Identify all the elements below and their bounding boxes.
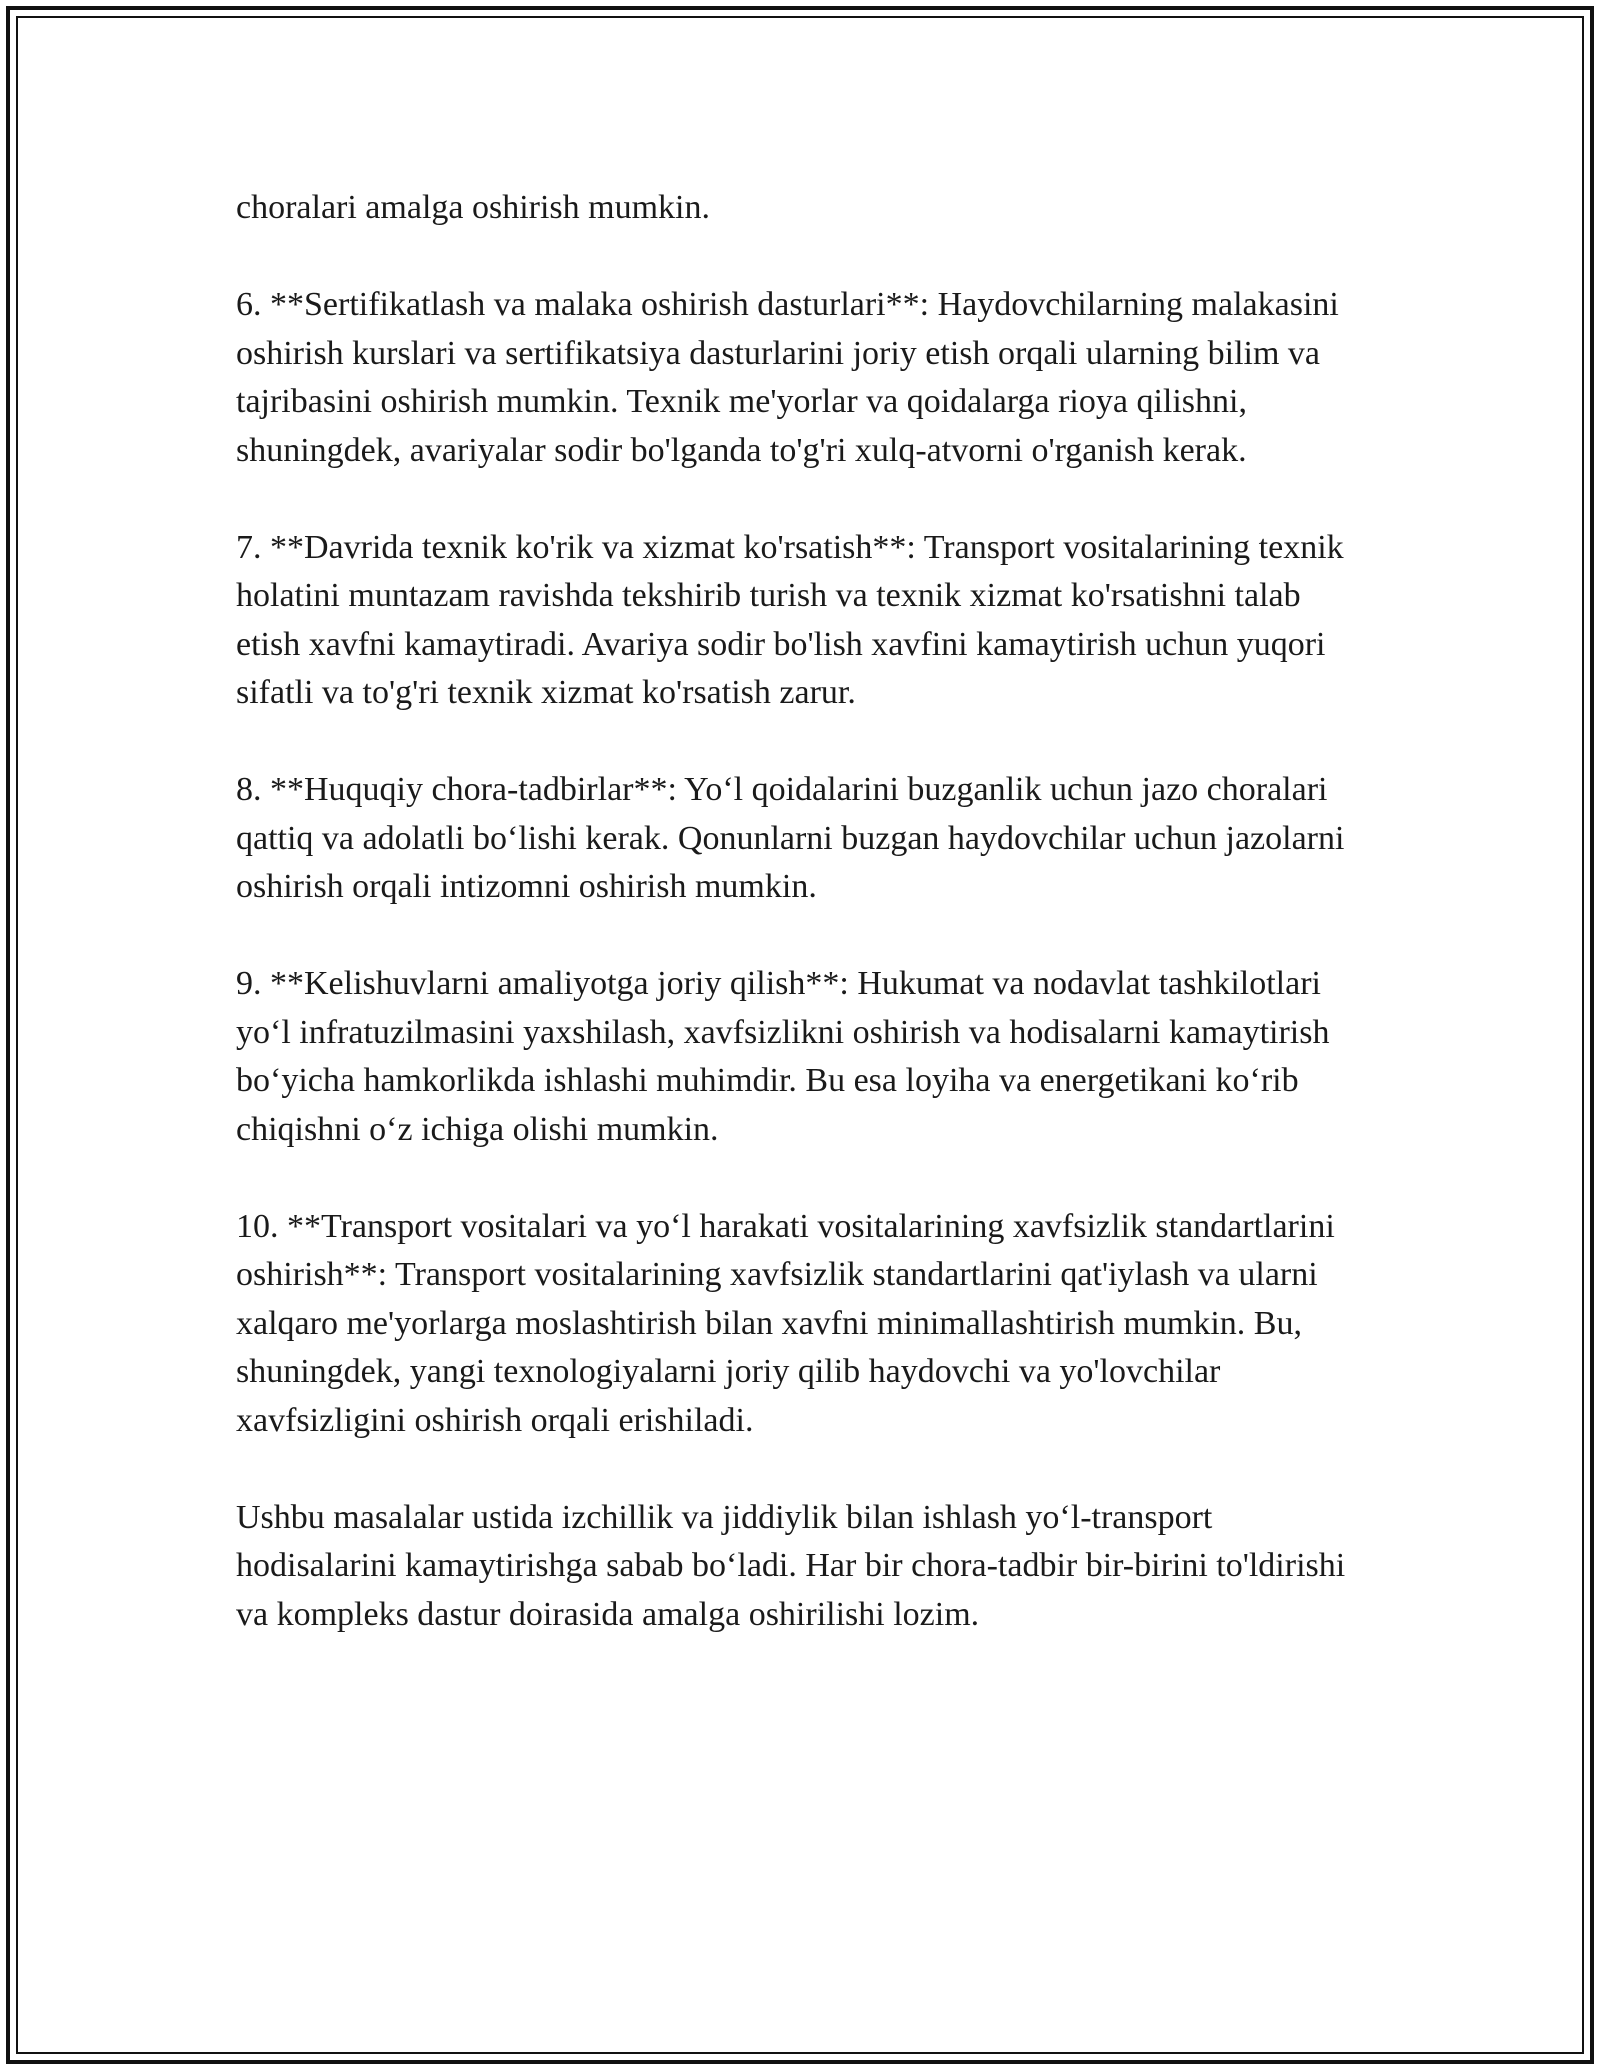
paragraph-item-6: 6. **Sertifikatlash va malaka oshirish dasturlari**: Haydovchilarning malakasini oshirish kurslari va sertifikatsiya dasturlarini joriy etish orqali ularning bilim va tajribasini oshirish mumkin. Texnik me'yorlar va qoidalarga rioya qilishni, shuningdek, avariyalar sodir bo'lganda to'g'ri xulq-atvorni o'rganish kerak. (236, 286, 1339, 469)
paragraph-item-9: 9. **Kelishuvlarni amaliyotga joriy qilish**: Hukumat va nodavlat tashkilotlari yo‘l infratuzilmasini yaxshilash, xavfsizlikni oshirish va hodisalarni kamaytirish bo‘yicha hamkorlikda ishlashi muhimdir. Bu esa loyiha va energetikani ko‘rib chiqishni o‘z ichiga olishi mumkin. (236, 965, 1330, 1148)
paragraph-item-7: 7. **Davrida texnik ko'rik va xizmat ko'rsatish**: Transport vositalarining texnik holatini muntazam ravishda tekshirib turish va texnik xizmat ko'rsatishni talab etish xavfni kamaytiradi. Avariya sodir bo'lish xavfini kamaytirish uchun yuqori sifatli va to'g'ri texnik xizmat ko'rsatish zarur. (236, 528, 1344, 711)
paragraph-conclusion: Ushbu masalalar ustida izchillik va jiddiylik bilan ishlash yo‘l-transport hodisalarini kamaytirishga sabab bo‘ladi. Har bir chora-tadbir bir-birini to'ldirishi va kompleks dastur doirasida amalga oshirilishi lozim. (236, 1498, 1346, 1633)
document-body (236, 184, 1366, 1688)
paragraph-item-8: 8. **Huquqiy chora-tadbirlar**: Yo‘l qoidalarini buzganlik uchun jazo choralari qattiq va adolatli bo‘lishi kerak. Qonunlarni buzgan haydovchilar uchun jazolarni oshirish orqali intizomni oshirish mumkin. (236, 771, 1345, 905)
paragraph-continuation: choralari amalga oshirish mumkin. (236, 189, 710, 226)
paragraph-item-10: 10. **Transport vositalari va yo‘l harakati vositalarining xavfsizlik standartlarini oshirish**: Transport vositalarining xavfsizlik standartlarini qat'iylash va ularni xalqaro me'yorlarga moslashtirish bilan xavfni minimallashtirish mumkin. Bu, shuningdek, yangi texnologiyalarni joriy qilib haydovchi va yo'lovchilar xavfsizligini oshirish orqali erishiladi. (236, 1207, 1335, 1439)
